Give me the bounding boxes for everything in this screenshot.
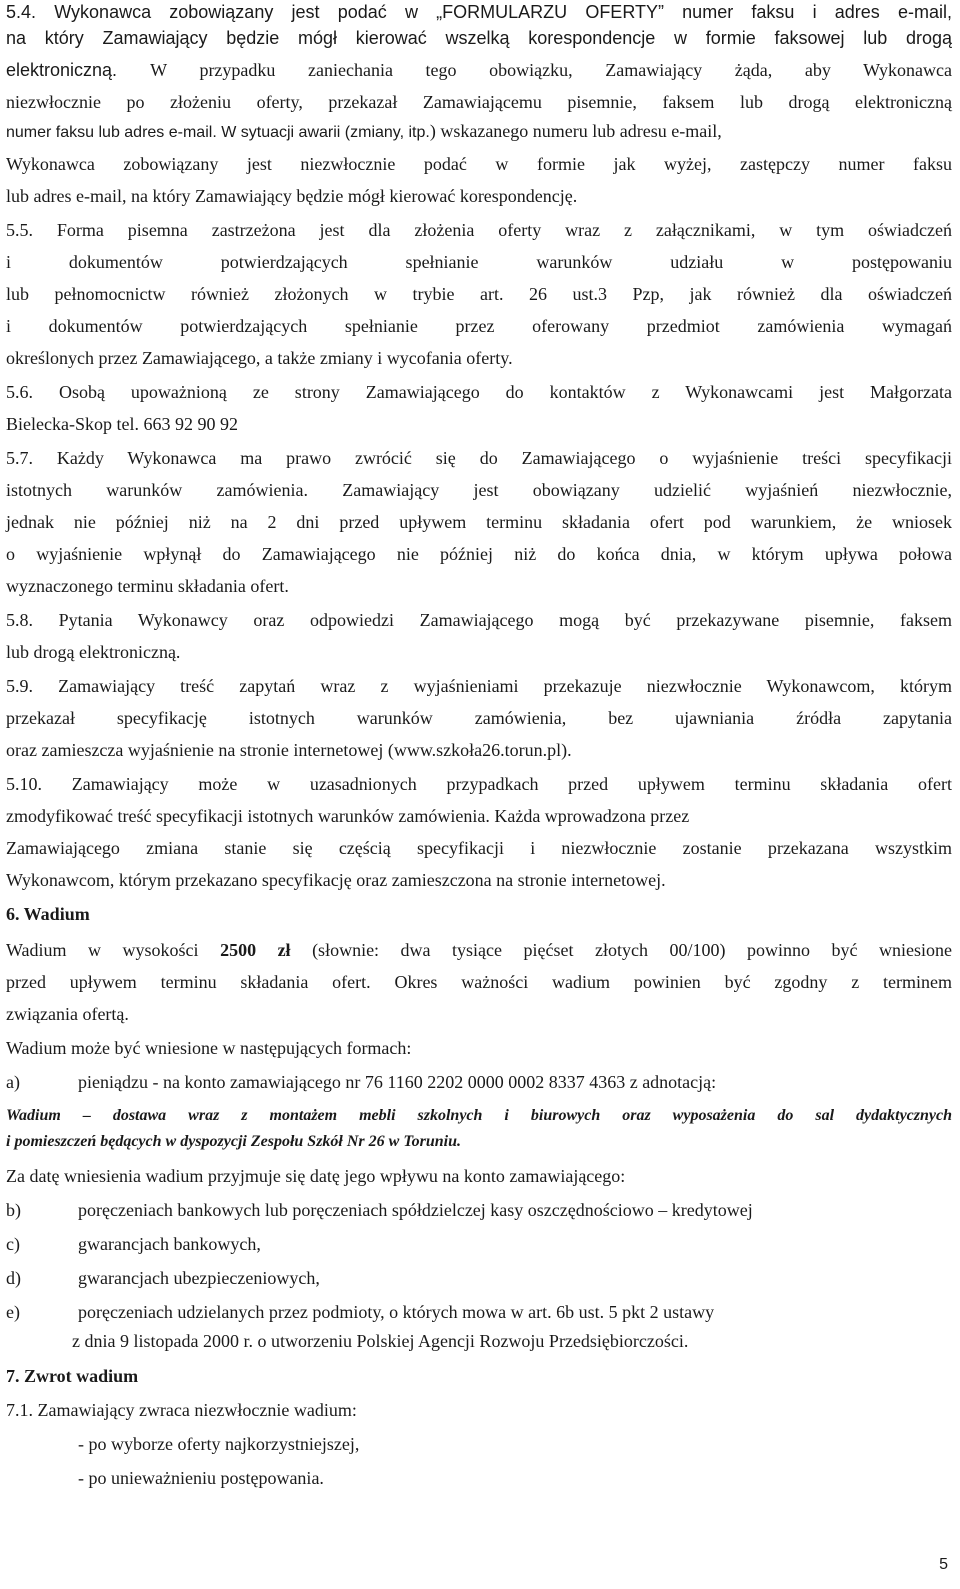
wadium-form-e-continuation: z dnia 9 listopada 2000 r. o utworzeniu Polskiej Agencji Rozwoju Przedsiębiorczości. — [72, 1331, 689, 1351]
section-5-6-line-2: Bielecka-Skop tel. 663 92 90 92 — [6, 414, 238, 434]
section-5-10-line-2: zmodyfikować treść specyfikacji istotnych warunków zamówienia. Każda wprowadzona przez — [6, 806, 690, 826]
section-5-9-line-1: 5.9. Zamawiający treść zapytań wraz z wyjaśnieniami przekazuje niezwłocznie Wykonawcom, którym — [6, 676, 952, 696]
section-5-4-line-2: na który Zamawiający będzie mógł kierować wszelką korespondencje w formie faksowej lub drogą — [6, 28, 952, 48]
wadium-form-b-text: poręczeniach bankowych lub poręczeniach spółdzielczej kasy oszczędnościowo – kredytowej — [78, 1200, 753, 1220]
section-5-7-line-2: istotnych warunków zamówienia. Zamawiający jest obowiązany udzielić wyjaśnień niezwłocznie, — [6, 480, 952, 500]
list-marker-b: b) — [6, 1200, 21, 1220]
section-5-9-line-3: oraz zamieszcza wyjaśnienie na stronie internetowej (www.szkoła26.torun.pl). — [6, 740, 572, 760]
wadium-amount-prefix: Wadium w wysokości — [6, 940, 221, 960]
page-number: 5 — [939, 1556, 948, 1573]
section-5-7-line-5: wyznaczonego terminu składania ofert. — [6, 576, 289, 596]
list-marker-e: e) — [6, 1302, 20, 1322]
section-5-4-line-3b: W przypadku zaniechania tego obowiązku, Zamawiający żąda, aby Wykonawca — [150, 60, 952, 80]
section-5-10-line-4: Wykonawcom, którym przekazano specyfikację oraz zamieszczona na stronie internetowej. — [6, 870, 666, 890]
section-5-4-line-3 — [6, 58, 952, 82]
section-5-5-line-3: lub pełnomocnictw również złożonych w trybie art. 26 ust.3 Pzp, jak również dla oświadczeń — [6, 284, 952, 304]
section-5-4-line-4: niezwłocznie po złożeniu oferty, przekazał Zamawiającemu pisemnie, faksem lub drogą elektroniczną — [6, 92, 952, 112]
wadium-forms-intro: Wadium może być wniesione w następujących formach: — [6, 1038, 412, 1058]
transfer-annotation-line-2: i pomieszczeń będących w dyspozycji Zespołu Szkół Nr 26 w Toruniu. — [6, 1133, 461, 1150]
wadium-form-d-text: gwarancjach ubezpieczeniowych, — [78, 1268, 320, 1288]
section-5-4-line-1: 5.4. Wykonawca zobowiązany jest podać w „FORMULARZU OFERTY” numer faksu i adres e-mail, — [6, 2, 952, 22]
section-5-4-line-5a: numer faksu lub adres e-mail. W sytuacji awarii (zmiany, itp. — [6, 124, 430, 141]
return-condition-1: - po wyborze oferty najkorzystniejszej, — [78, 1434, 360, 1454]
wadium-amount-suffix: (słownie: dwa tysiące pięćset złotych 00/100) powinno być wniesione — [290, 940, 952, 960]
section-5-10-line-3: Zamawiającego zmiana stanie się częścią specyfikacji i niezwłocznie zostanie przekazana wszystkim — [6, 838, 952, 858]
section-6-paragraph-line-2: przed upływem terminu składania ofert. Okres ważności wadium powinien być zgodny z terminem — [6, 972, 952, 992]
wadium-form-c-text: gwarancjach bankowych, — [78, 1234, 261, 1254]
list-marker-a: a) — [6, 1072, 20, 1092]
section-5-5-line-5: określonych przez Zamawiającego, a także zmiany i wycofania oferty. — [6, 348, 513, 368]
section-7-heading: 7. Zwrot wadium — [6, 1366, 139, 1386]
section-5-7-line-3: jednak nie później niż na 2 dni przed upływem terminu składania ofert pod warunkiem, że wniosek — [6, 512, 952, 532]
section-5-8-line-2: lub drogą elektroniczną. — [6, 642, 181, 662]
wadium-amount: 2500 zł — [220, 940, 291, 960]
section-5-7-line-4: o wyjaśnienie wpłynął do Zamawiającego nie później niż do końca dnia, w którym upływa połowa — [6, 544, 952, 564]
section-5-10-line-1: 5.10. Zamawiający może w uzasadnionych przypadkach przed upływem terminu składania ofert — [6, 774, 952, 794]
list-marker-c: c) — [6, 1234, 20, 1254]
section-5-5-line-2: i dokumentów potwierdzających spełnianie warunków udziału w postępowaniu — [6, 252, 952, 272]
wadium-form-e-text: poręczeniach udzielanych przez podmioty, o których mowa w art. 6b ust. 5 pkt 2 ustawy — [78, 1302, 715, 1322]
section-5-4-line-3a: elektroniczną. — [6, 60, 151, 80]
section-7-1: 7.1. Zamawiający zwraca niezwłocznie wadium: — [6, 1400, 357, 1420]
section-5-9-line-2: przekazał specyfikację istotnych warunków zamówienia, bez ujawniania źródła zapytania — [6, 708, 952, 728]
section-5-5-line-1: 5.5. Forma pisemna zastrzeżona jest dla złożenia oferty wraz z załącznikami, w tym oświadczeń — [6, 220, 952, 240]
section-5-4-line-6: Wykonawca zobowiązany jest niezwłocznie podać w formie jak wyżej, zastępczy numer faksu — [6, 154, 952, 174]
section-5-4-line-7: lub adres e-mail, na który Zamawiający będzie mógł kierować korespondencję. — [6, 186, 578, 206]
list-marker-d: d) — [6, 1268, 21, 1288]
section-5-7-line-1: 5.7. Każdy Wykonawca ma prawo zwrócić się do Zamawiającego o wyjaśnienie treści specyfikacji — [6, 448, 952, 468]
section-6-paragraph-line-3: związania ofertą. — [6, 1004, 129, 1024]
wadium-form-a-text: pieniądzu - na konto zamawiającego nr 76 1160 2202 0000 0002 8337 4363 z adnotacją: — [78, 1072, 717, 1092]
section-5-6-line-1: 5.6. Osobą upoważnioną ze strony Zamawiającego do kontaktów z Wykonawcami jest Małgorzata — [6, 382, 952, 402]
return-condition-2: - po unieważnieniu postępowania. — [78, 1468, 324, 1488]
section-5-4-line-5 — [6, 119, 722, 145]
section-5-5-line-4: i dokumentów potwierdzających spełnianie przez oferowany przedmiot zamówienia wymagań — [6, 316, 952, 336]
section-5-4-line-5b: ) wskazanego numeru lub adresu e-mail, — [429, 121, 722, 141]
wadium-date-rule: Za datę wniesienia wadium przyjmuje się datę jego wpływu na konto zamawiającego: — [6, 1166, 626, 1186]
section-6-paragraph-line-1 — [6, 938, 952, 962]
section-5-8-line-1: 5.8. Pytania Wykonawcy oraz odpowiedzi Zamawiającego mogą być przekazywane pisemnie, faksem — [6, 610, 952, 630]
transfer-annotation-line-1: Wadium – dostawa wraz z montażem mebli szkolnych i biurowych oraz wyposażenia do sal dydaktycznych — [6, 1107, 952, 1124]
section-6-heading: 6. Wadium — [6, 904, 90, 924]
